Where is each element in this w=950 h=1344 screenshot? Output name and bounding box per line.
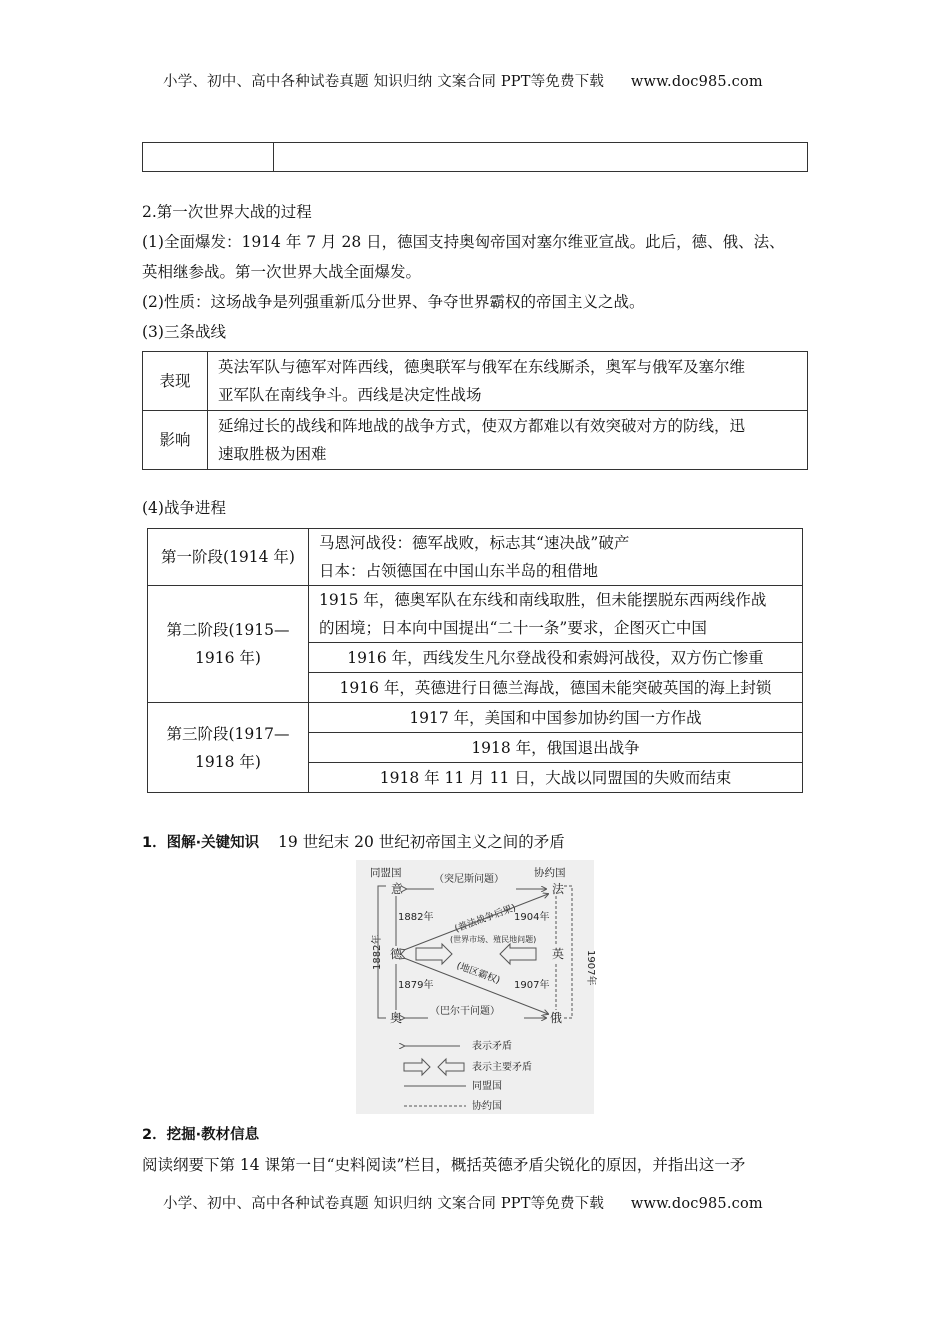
- issue-tunisia: （突尼斯问题）: [434, 874, 504, 885]
- stage3-event-2: 1918 年，俄国退出战争: [309, 733, 803, 763]
- country-britain: 英: [552, 947, 565, 961]
- dig-info-heading: 2．挖掘·教材信息: [142, 1127, 260, 1143]
- bracket-entente: [564, 886, 572, 1018]
- section-title: 2.第一次世界大战的过程: [142, 203, 312, 221]
- stage2-event-1: 1915 年，德奥军队在东线和南线取胜，但未能摆脱东西两线作战 的困境；日本向中国提出“二十一条”要求，企图灭亡中国: [309, 586, 803, 643]
- stage2-label: 第二阶段(1915— 1916 年): [148, 586, 309, 703]
- table-row: [148, 703, 803, 733]
- stage2-event-2: 1916 年，西线发生凡尔登战役和索姆河战役，双方伤亡惨重: [309, 643, 803, 673]
- label-entente: 协约国: [534, 867, 566, 879]
- year-1904: 1904年: [514, 912, 550, 923]
- stage3-label: 第三阶段(1917— 1918 年): [148, 703, 309, 793]
- country-germany: 德: [390, 947, 403, 961]
- stage1-label: 第一阶段(1914 年): [148, 529, 309, 586]
- country-austria: 奥: [390, 1011, 403, 1025]
- legend-main-label: 表示主要矛盾: [472, 1062, 532, 1073]
- issue-regional: (地区霸权): [454, 960, 502, 987]
- fronts-table: [142, 351, 808, 470]
- table-row: [143, 352, 808, 411]
- year-1879: 1879年: [398, 980, 434, 991]
- header-text: 小学、初中、高中各种试卷真题 知识归纳 文案合同 PPT等免费下载: [163, 74, 605, 90]
- key-knowledge-title: 19 世纪末 20 世纪初帝国主义之间的矛盾: [278, 833, 565, 851]
- dig-info-text: 阅读纲要下第 14 课第一目“史料阅读”栏目，概括英德矛盾尖锐化的原因，并指出这一矛: [142, 1156, 746, 1174]
- progress-table: [147, 528, 803, 793]
- paragraph-progress: (4)战争进程: [142, 499, 226, 517]
- year-1907-inner: 1907年: [514, 980, 550, 991]
- main-arrow-germany: [416, 944, 452, 964]
- page-footer: [163, 1192, 763, 1213]
- legend-main-arrow-right: [404, 1059, 430, 1075]
- footer-text: 小学、初中、高中各种试卷真题 知识归纳 文案合同 PPT等免费下载: [163, 1196, 605, 1212]
- year-1882-inner: 1882年: [398, 912, 434, 923]
- paragraph-outbreak-1: (1)全面爆发：1914 年 7 月 28 日，德国支持奥匈帝国对塞尔维亚宣战。此后，德、俄、法、: [142, 233, 785, 251]
- fronts-cell-impact: 延绵过长的战线和阵地战的战争方式，使双方都难以有效突破对方的防线，迅 速取胜极为困难: [208, 411, 808, 470]
- conflict-diagram-svg: [356, 860, 594, 1114]
- paragraph-fronts: (3)三条战线: [142, 323, 226, 341]
- label-central-powers: 同盟国: [370, 867, 402, 879]
- page-header: [163, 70, 763, 91]
- legend-main-arrow-left: [438, 1059, 464, 1075]
- footer-url: www.doc985.com: [630, 1196, 763, 1212]
- header-url: www.doc985.com: [630, 74, 763, 90]
- fronts-cell-performance: 英法军队与德军对阵西线，德奥联军与俄军在东线厮杀，奥军与俄军及塞尔维 亚军队在南线争斗。西线是决定性战场: [208, 352, 808, 411]
- legend-central-label: 同盟国: [472, 1081, 502, 1092]
- year-1882-left: 1882年: [372, 934, 383, 970]
- paragraph-outbreak-2: 英相继参战。第一次世界大战全面爆发。: [142, 263, 422, 281]
- table-row: [143, 411, 808, 470]
- table-row: [148, 529, 803, 586]
- issue-world-market: (世界市场、殖民地问题): [450, 935, 537, 944]
- legend-conflict-label: 表示矛盾: [472, 1041, 512, 1052]
- main-arrow-britain: [500, 944, 536, 964]
- paragraph-nature: (2)性质：这场战争是列强重新瓜分世界、争夺世界霸权的帝国主义之战。: [142, 293, 645, 311]
- top-table-fragment: [142, 142, 808, 172]
- country-france: 法: [552, 882, 565, 896]
- legend-entente-label: 协约国: [472, 1101, 502, 1112]
- table-row: [148, 586, 803, 643]
- issue-franco-prussian: (普法战争后果): [453, 902, 518, 935]
- key-knowledge-heading: 1．图解·关键知识 19 世纪末 20 世纪初帝国主义之间的矛盾: [142, 833, 565, 851]
- fronts-label-performance: 表现: [143, 352, 208, 411]
- stage3-event-3: 1918 年 11 月 11 日，大战以同盟国的失败而结束: [309, 763, 803, 793]
- year-1907-right: 1907年: [585, 950, 596, 986]
- issue-balkan: （巴尔干问题）: [430, 1006, 500, 1017]
- conflict-diagram: [356, 860, 594, 1114]
- key-knowledge-label: 图解·关键知识: [166, 835, 260, 851]
- dig-info-label: 挖掘·教材信息: [166, 1127, 260, 1143]
- stage1-events: 马恩河战役：德军战败，标志其“速决战”破产 日本：占领德国在中国山东半岛的租借地: [309, 529, 803, 586]
- fronts-label-impact: 影响: [143, 411, 208, 470]
- stage2-event-3: 1916 年，英德进行日德兰海战，德国未能突破英国的海上封锁: [309, 673, 803, 703]
- country-russia: 俄: [550, 1011, 563, 1025]
- country-italy: 意: [391, 882, 404, 896]
- stage3-event-1: 1917 年，美国和中国参加协约国一方作战: [309, 703, 803, 733]
